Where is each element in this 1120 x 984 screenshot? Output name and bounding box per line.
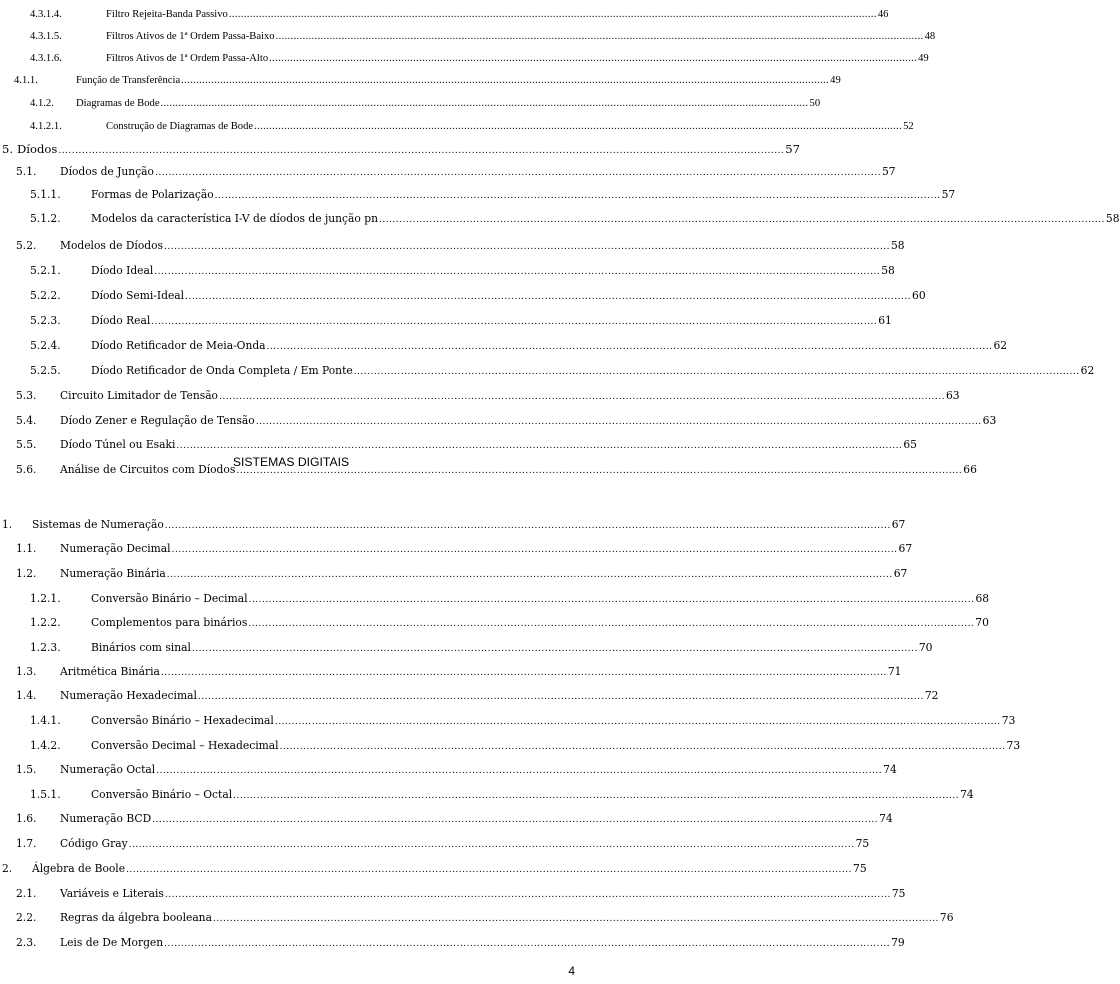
toc-entry-number: 1.4.2. [30,739,61,752]
toc-entry-number: 1.4. [16,689,37,702]
toc-entry [16,535,913,555]
toc-entry-title: Conversão Binário – Hexadecimal [91,714,274,727]
dot-leader [172,545,898,555]
toc-entry-page: 72 [924,689,939,702]
toc-entry-title: Conversão Binário – Decimal [91,592,248,605]
dot-leader [156,766,882,776]
toc-entry-title: Conversão Binário – Octal [91,788,233,801]
toc-entry-title: Complementos para binários [91,616,248,629]
toc-entry-title: Numeração Binária [60,567,166,580]
dot-leader [213,914,939,924]
toc-entry [30,732,1021,752]
toc-entry-title: Filtro Rejeita-Banda Passivo [106,9,228,20]
dot-leader [256,417,982,427]
toc-entry [16,880,906,900]
dot-leader [233,791,959,801]
toc-entry [14,66,841,86]
dot-leader [58,146,784,156]
toc-entry [16,904,954,924]
toc-entry [30,44,929,64]
dot-leader [275,717,1001,727]
toc-entry-page: 67 [893,567,908,580]
toc-entry-title: Numeração Octal [60,763,156,776]
toc-entry-title: Aritmética Binária [60,665,160,678]
toc-entry [16,756,897,776]
toc-entry-number: 1. [2,518,13,531]
toc-entry-number: 2.1. [16,887,37,900]
dot-leader [185,292,911,302]
toc-entry-title: Construção de Diagramas de Bode [106,121,254,132]
toc-entry-page: 76 [939,911,954,924]
dot-leader [176,441,902,451]
dot-leader [129,840,855,850]
toc-entry-page: 58 [881,264,895,277]
toc-entry [16,382,960,402]
dot-leader [126,865,852,875]
dot-leader [249,595,975,605]
dot-leader [181,75,829,86]
toc-entry-page: 67 [898,542,913,555]
toc-entry [16,431,917,451]
toc-entry [30,609,989,629]
toc-entry-number: 4.1.2. [30,98,54,109]
toc-entry-page: 75 [891,887,906,900]
toc-entry-title: Circuito Limitador de Tensão [60,389,218,402]
toc-entry-page: 46 [877,9,889,20]
toc-entry-title: Díodo Semi-Ideal [91,289,185,302]
dot-leader [379,215,1105,225]
toc-entry [30,307,892,327]
toc-entry-title: Filtros Ativos de 1ª Ordem Passa-Alto [106,53,269,64]
toc-entry-title: Numeração Decimal [60,542,171,555]
toc-entry-page: 73 [1001,714,1016,727]
toc-entry-number: 5.1.2. [30,212,61,225]
toc-entry-number: 4.3.1.6. [30,53,62,64]
toc-entry [16,830,870,850]
dot-leader [269,53,917,64]
toc-entry-number: 5.2.2. [30,289,61,302]
toc-entry-number: 1.7. [16,837,37,850]
toc-entry [30,357,1095,377]
toc-entry-number: 5.2.1. [30,264,61,277]
toc-entry-page: 63 [945,389,960,402]
toc-entry-page: 57 [941,188,956,201]
toc-entry [30,257,895,277]
toc-entry-title: Numeração BCD [60,812,152,825]
toc-entry-number: 5.4. [16,414,37,427]
dot-leader [198,692,924,702]
dot-leader [254,121,902,132]
toc-entry-page: 62 [993,339,1008,352]
dot-leader [354,367,1080,377]
toc-entry-number: 1.5.1. [30,788,61,801]
toc-entry-title: Díodo Túnel ou Esaki [60,438,176,451]
toc-entry-number: 5.5. [16,438,37,451]
toc-entry [16,560,908,580]
toc-entry-page: 75 [853,862,867,875]
toc-entry-page: 67 [891,518,906,531]
dot-leader [167,570,893,580]
toc-entry-page: 61 [878,314,892,327]
toc-entry-title: Filtros Ativos de 1ª Ordem Passa-Baixo [106,31,275,42]
toc-entry-title: Código Gray [60,837,128,850]
toc-entry-page: 49 [830,75,841,86]
toc-entry-title: Diagramas de Bode [76,98,160,109]
toc-entry-title: Variáveis e Literais [60,887,164,900]
toc-entry-title: Numeração Hexadecimal [60,689,197,702]
toc-entry-number: 2. [2,862,13,875]
toc-entry [2,511,906,531]
toc-entry-page: 57 [785,142,801,156]
toc-entry [30,0,889,20]
toc-entry-page: 74 [879,812,893,825]
toc-entry-title: Díodo Retificador de Meia-Onda [91,339,266,352]
toc-entry-page: 68 [975,592,990,605]
toc-entry-page: 57 [881,165,896,178]
toc-entry-number: 5.2. [16,239,37,252]
toc-entry [30,634,933,654]
toc-entry-page: 65 [903,438,917,451]
dot-leader [165,521,891,531]
toc-entry [30,112,914,132]
toc-entry-number: 2.3. [16,936,37,949]
toc-entry-title: Função de Transferência [76,75,181,86]
toc-entry-title: Díodo Ideal [91,264,154,277]
toc-entry [30,205,1120,225]
toc-entry-number: 1.4.1. [30,714,61,727]
toc-entry [16,682,939,702]
toc-entry-page: 66 [963,463,977,476]
dot-leader [219,392,945,402]
dot-leader [165,890,891,900]
toc-entry-number: 1.1. [16,542,37,555]
toc-entry-title: Sistemas de Numeração [32,518,164,531]
dot-leader [164,242,890,252]
toc-entry-title: Análise de Circuitos com Díodos [60,463,236,476]
toc-entry-page: 58 [1105,212,1120,225]
toc-entry-number: 1.2.1. [30,592,61,605]
toc-entry-title: Binários com sinal [91,641,191,654]
dot-leader [215,191,941,201]
dot-leader [161,668,887,678]
toc-entry-title: Díodos de Junção [60,165,154,178]
toc-entry-number: 5.2.4. [30,339,61,352]
toc-entry-title: Formas de Polarização [91,188,214,201]
toc-entry-number: 5.6. [16,463,37,476]
toc-entry-title: Modelos da característica I-V de díodos de junção pn [91,212,378,225]
toc-entry-number: 5.2.5. [30,364,61,377]
toc-entry [30,22,936,42]
toc-entry-page: 50 [809,98,821,109]
dot-leader [151,317,877,327]
toc-entry [30,707,1016,727]
toc-entry-number: 1.3. [16,665,37,678]
toc-entry-page: 49 [918,53,929,64]
dot-leader [248,619,974,629]
toc-entry-page: 52 [903,121,914,132]
toc-entry-page: 62 [1080,364,1095,377]
toc-entry-title: Díodo Real [91,314,151,327]
toc-entry-page: 58 [890,239,905,252]
toc-entry-number: 5.1.1. [30,188,61,201]
toc-entry-number: 4.1.2.1. [30,121,62,132]
dot-leader [229,9,877,20]
toc-entry-number: 4.3.1.5. [30,31,62,42]
toc-entry [30,585,990,605]
dot-leader [155,168,881,178]
toc-entry-title: Modelos de Díodos [60,239,164,252]
dot-leader [152,815,878,825]
toc-entry-number: 5. [2,142,14,156]
toc-entry-page: 74 [883,763,897,776]
toc-entry [16,805,893,825]
toc-entry-title: Álgebra de Boole [32,862,126,875]
toc-entry-title: Díodos [17,142,58,156]
page-number: 4 [568,964,575,978]
toc-entry [16,658,902,678]
toc-entry-page: 60 [912,289,926,302]
toc-entry-number: 1.5. [16,763,37,776]
toc-entry-number: 1.2.3. [30,641,61,654]
dot-leader [164,939,890,949]
toc-entry-title: Díodo Zener e Regulação de Tensão [60,414,255,427]
toc-entry [16,158,896,178]
dot-leader [276,31,924,42]
toc-entry-number: 1.2.2. [30,616,61,629]
toc-entry [30,332,1008,352]
toc-entry-number: 5.1. [16,165,37,178]
toc-entry [30,781,974,801]
toc-entry [16,929,905,949]
toc-entry-number: 4.1.1. [14,75,38,86]
dot-leader [161,98,809,109]
section-heading: SISTEMAS DIGITAIS [232,455,350,469]
toc-entry-title: Leis de De Morgen [60,936,164,949]
toc-entry-page: 70 [918,641,933,654]
toc-entry [30,89,821,109]
toc-entry-number: 2.2. [16,911,37,924]
dot-leader [280,742,1006,752]
toc-entry-number: 5.2.3. [30,314,61,327]
dot-leader [267,342,993,352]
toc-entry-title: Regras da álgebra booleana [60,911,212,924]
toc-entry-page: 71 [887,665,902,678]
dot-leader [154,267,880,277]
toc-entry [30,181,956,201]
toc-entry [16,232,905,252]
dot-leader [192,644,918,654]
toc-entry [16,407,997,427]
toc-entry-number: 5.3. [16,389,37,402]
toc-entry-page: 75 [855,837,870,850]
toc-entry-page: 63 [982,414,997,427]
toc-entry-number: 1.6. [16,812,37,825]
toc-entry-page: 79 [891,936,905,949]
toc-entry [2,855,867,875]
toc-entry-title: Conversão Decimal – Hexadecimal [91,739,279,752]
toc-entry [2,136,801,156]
toc-entry-page: 48 [924,31,936,42]
toc-entry-page: 70 [975,616,989,629]
toc-entry-page: 73 [1006,739,1021,752]
toc-entry-page: 74 [960,788,974,801]
toc-entry [30,282,926,302]
toc-entry-number: 1.2. [16,567,37,580]
toc-entry-title: Díodo Retificador de Onda Completa / Em Ponte [91,364,353,377]
toc-entry-number: 4.3.1.4. [30,9,62,20]
